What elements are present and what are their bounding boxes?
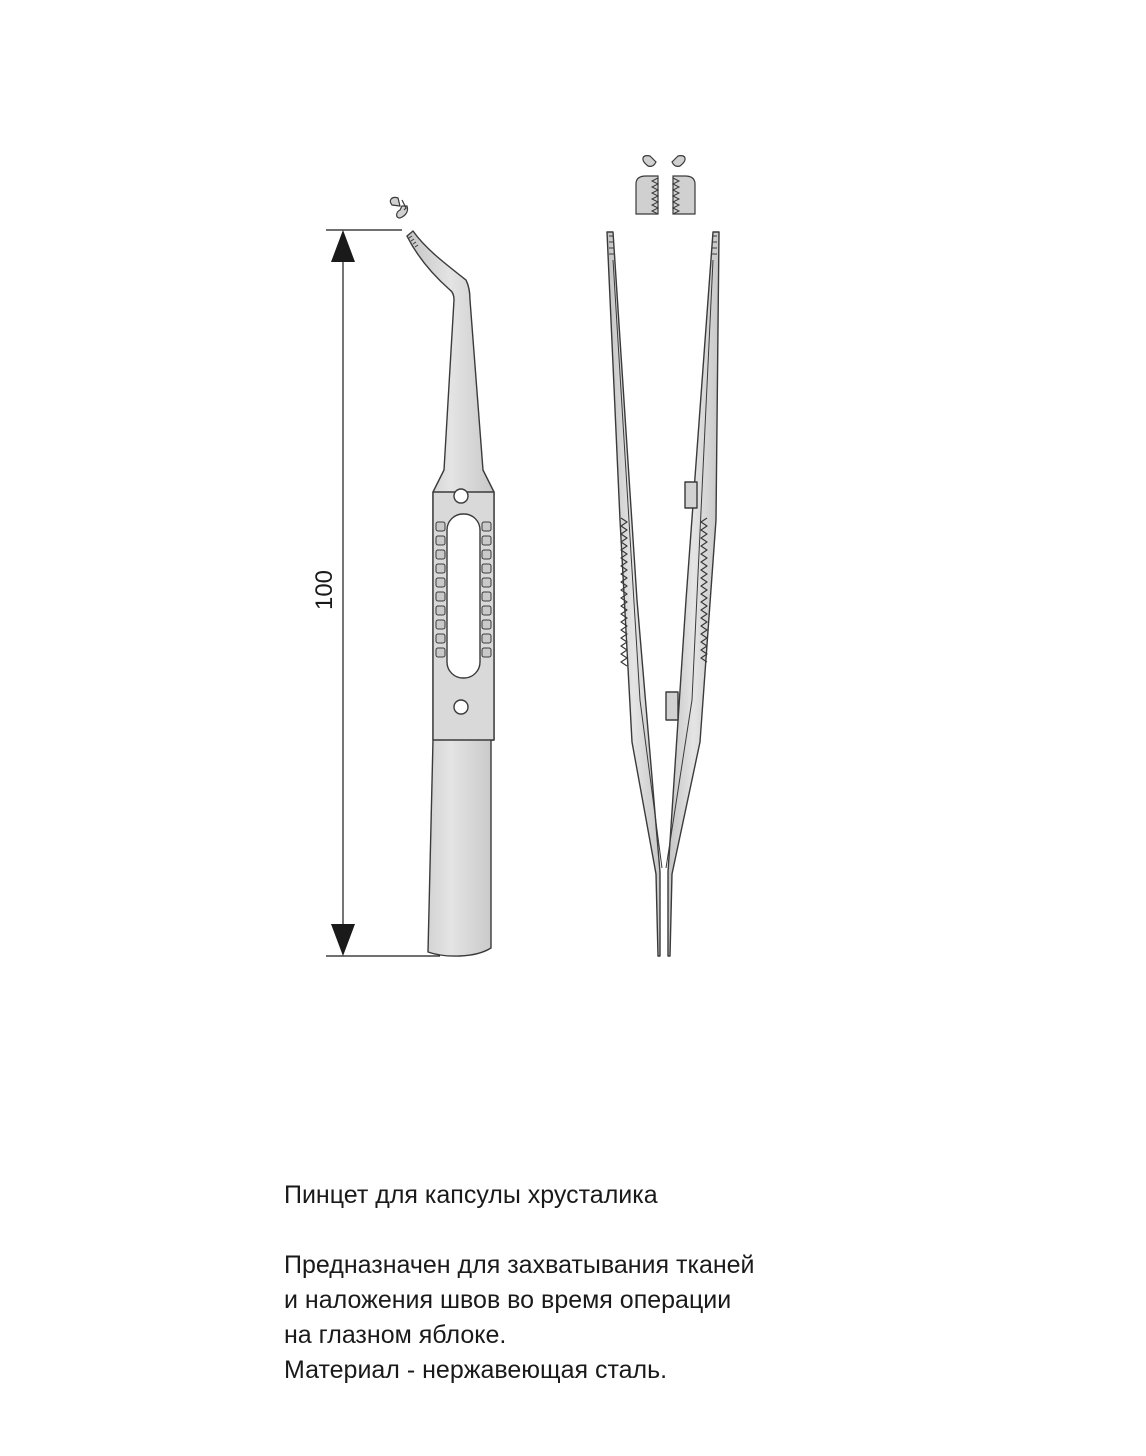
tip-detail-left-jaw bbox=[636, 176, 658, 214]
tip-detail-front bbox=[636, 156, 695, 214]
product-title: Пинцет для капсулы хрусталика bbox=[284, 1181, 658, 1209]
front-view-right-arm bbox=[668, 232, 719, 956]
tip-detail-left-hook bbox=[643, 156, 656, 167]
description-line-3: на глазном яблоке. bbox=[284, 1321, 507, 1349]
dimension-label: 100 bbox=[311, 569, 338, 611]
dimension-arrow-top bbox=[331, 230, 355, 262]
tip-detail-right-hook bbox=[672, 156, 685, 167]
forceps-side-view bbox=[407, 231, 494, 956]
rivet-hole-top bbox=[454, 489, 468, 503]
grip-slot bbox=[447, 514, 480, 678]
description-line-1: Предназначен для захватывания тканей bbox=[284, 1251, 755, 1279]
tip-detail-right-jaw bbox=[673, 176, 695, 214]
forceps-front-view bbox=[607, 232, 719, 956]
description-line-2: и наложения швов во время операции bbox=[284, 1286, 732, 1314]
dimension-line bbox=[326, 230, 440, 956]
caption bbox=[284, 1178, 1084, 1388]
rivet-hole-bottom bbox=[454, 700, 468, 714]
tip-detail-side bbox=[390, 197, 407, 218]
guide-pin-bottom bbox=[666, 692, 678, 720]
dimension-arrow-bottom bbox=[331, 924, 355, 956]
guide-pin-top bbox=[685, 482, 697, 508]
material-line: Материал - нержавеющая сталь. bbox=[284, 1356, 668, 1384]
